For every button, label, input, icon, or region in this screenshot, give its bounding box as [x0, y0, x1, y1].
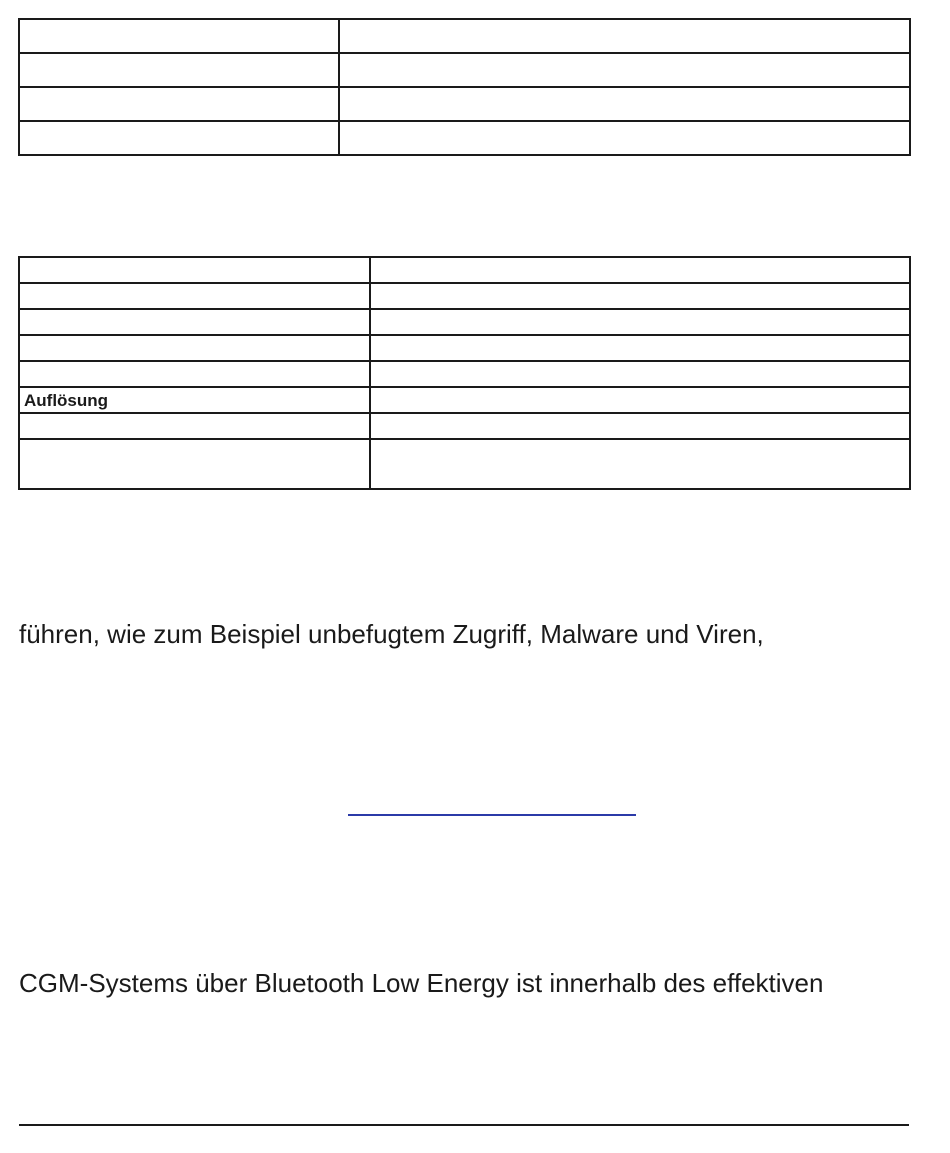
body-text-line: führen, wie zum Beispiel unbefugtem Zugriff, Malware und Viren, [19, 619, 764, 649]
table-cell [19, 439, 370, 489]
table-cell [339, 53, 910, 87]
body-text-line: CGM-Systems über Bluetooth Low Energy ist innerhalb des effektiven [19, 968, 824, 998]
table-cell [19, 257, 370, 283]
table-row [19, 53, 910, 87]
table-row [19, 361, 910, 387]
table-cell [370, 361, 910, 387]
table-cell [19, 335, 370, 361]
table-cell [19, 283, 370, 309]
table-row [19, 335, 910, 361]
table-cell [370, 413, 910, 439]
table-cell [19, 361, 370, 387]
table-cell [19, 19, 339, 53]
table-cell [19, 413, 370, 439]
specs-table-top [18, 18, 911, 156]
table-row [19, 439, 910, 489]
table-cell [370, 257, 910, 283]
table-row [19, 121, 910, 155]
table-row [19, 257, 910, 283]
footer-divider [19, 1124, 909, 1126]
table-cell [370, 387, 910, 413]
table-row [19, 413, 910, 439]
specs-table-bottom [18, 256, 911, 490]
table-row [19, 283, 910, 309]
table-cell [339, 121, 910, 155]
table-row [19, 19, 910, 53]
table-row [19, 87, 910, 121]
table-cell [339, 87, 910, 121]
table-cell [339, 19, 910, 53]
table-cell [19, 53, 339, 87]
table-cell [19, 309, 370, 335]
table-cell [370, 439, 910, 489]
table-cell [19, 87, 339, 121]
table-row [19, 309, 910, 335]
table-cell [370, 309, 910, 335]
table-row [19, 387, 910, 413]
table-cell [19, 121, 339, 155]
table-cell-label-aufloesung: Auflösung [19, 387, 370, 413]
table-cell [370, 283, 910, 309]
table-cell [370, 335, 910, 361]
link-underline[interactable] [348, 814, 636, 816]
